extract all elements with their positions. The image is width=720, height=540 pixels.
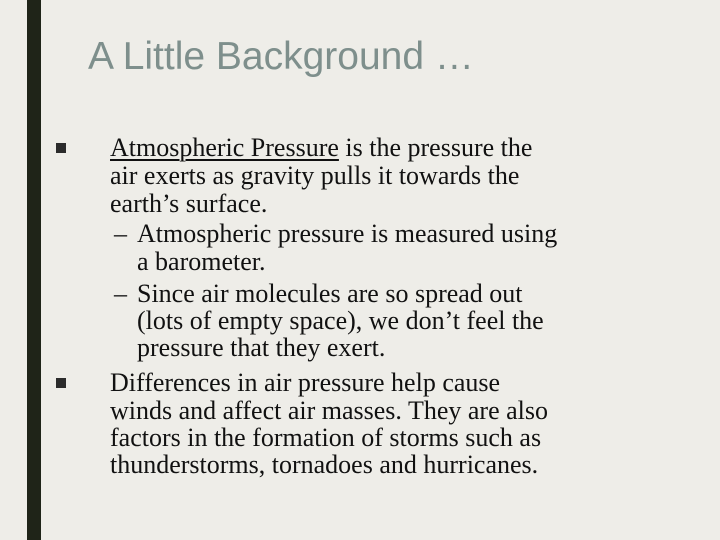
slide-title: A Little Background …	[88, 35, 474, 78]
sub-bullet-2-line-1: Since air molecules are so spread out	[137, 279, 523, 308]
bullet-2-line-4: thunderstorms, tornadoes and hurricanes.	[110, 450, 539, 479]
bullet-1-line-1	[110, 134, 532, 162]
bullet-1-line-2: air exerts as gravity pulls it towards the	[110, 161, 520, 190]
bullet-2-line-2: winds and affect air masses. They are also	[110, 396, 549, 425]
sub-bullet-2-dash: –	[114, 279, 127, 308]
term-atmospheric-pressure: Atmospheric Pressure	[110, 133, 339, 162]
sub-bullet-2-line-2: (lots of empty space), we don’t feel the	[137, 306, 544, 335]
sub-bullet-1-line-1: Atmospheric pressure is measured using	[137, 219, 558, 248]
bullet-2-line-3: factors in the formation of storms such as	[110, 423, 542, 452]
sub-bullet-1-dash: –	[114, 219, 127, 248]
bullet-square-icon	[56, 143, 66, 153]
sub-bullet-1-line-2: a barometer.	[137, 247, 266, 276]
bullet-1-line-3: earth’s surface.	[110, 189, 268, 218]
sub-bullet-2-line-3: pressure that they exert.	[137, 333, 386, 362]
bullet-square-icon	[56, 378, 66, 388]
bullet-1-text-1: is the pressure the	[338, 133, 533, 162]
bullet-2-line-1: Differences in air pressure help cause	[110, 368, 501, 397]
